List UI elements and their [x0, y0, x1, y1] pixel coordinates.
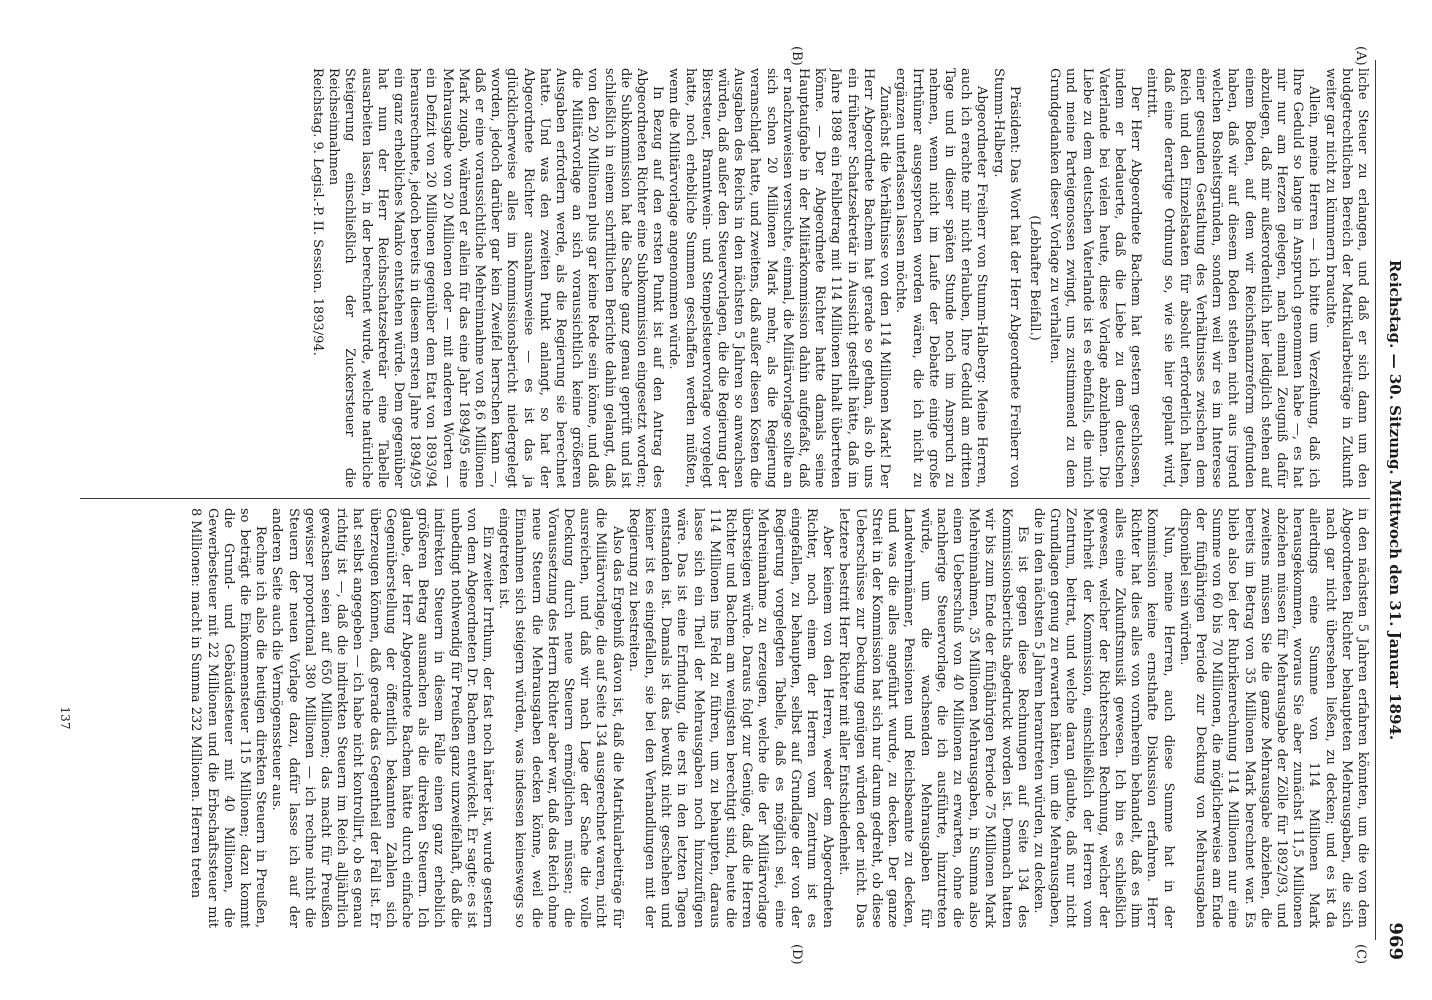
- margin-marker-b: (B): [789, 46, 804, 66]
- paragraph: Rechne ich also die heutigen direkten Steuern in Preußen, so beträgt die Einkommensteuer 115 Millionen; dazu kommt die Grund- und Gebäudesteuer mit 40 Millionen, die Gewerbesteuer mit 22 Millionen und die Erbschaftssteuer mit 8 Millionen: macht in Summa 232 Millionen. Herren treten: [188, 508, 269, 928]
- footer-page-mark: 137: [58, 706, 72, 730]
- right-column: [80, 508, 1370, 928]
- column-footer-note: Reichstag. 9. Legisl.-P. II. Session. 1893/94.: [310, 68, 325, 356]
- paragraph: In Bezug auf den ersten Punkt ist auf den Antrag des Abgeordneten Richter eine Subkommission eingesetzt worden; die Subkommission hat die Sache ganz genau geprüft und ist schließlich in einem schriftlichen Berichte dahin gelangt, daß von den 20 Millionen plus gar keine Rede sein könne, und daß die Militärvorlage an sich voraussichtlich keine größeren Ausgaben erfordern werde, als die Regierung sie berechnet hatte. Und was den zweiten Punkt anlangt, so hat der Abgeordnete Richter ausnahmsweise — es ist das ja glücklicherweise alles im Kommissionsbericht niedergelegt worden, jedoch darüber gar kein Zweifel herrschen kann —, daß er eine voraussichtliche Mehreinnahme von 8,6 Millionen Mark zugab, während er allein für das eine Jahr 1894/95 eine Mehrausgabe von 20 Millionen oder — mit anderen Worten — ein Defizit von 20 Millionen gegenüber dem Etat von 1893/94 herausrechnete, jedoch bereits in diesem ersten Jahre 1894/95 ein ganz erhebliches Manko entstehen würde. Dem gegenüber hat nun der Herr Reichsschatzsekretär eine Tabelle ausarbeiten lassen, in der berechnet wurde, welche natürliche Steigerung einschließlich der Zuckersteuer die Reichseinnahmen: [326, 68, 666, 488]
- header-rule: [1375, 60, 1376, 940]
- left-column: [80, 68, 1370, 488]
- paragraph: Es ist gegen diese Rechnungen auf Seite 134 des Kommissionsberichts abgedruckt worden ist. Demnach hatten wir bis zum Ende der fünfjährigen Periode 75 Millionen Mark Mehreinnahmen, 35 Millionen Mehrausgaben, in Summa also einen Ueberschuß von 40 Millionen zu erwarten, ohne die nachherige Steuervorlage, die ich ausführte, hinzutreten würde, um die wachsenden Mehrausgaben für Landwehrmänner, Pensionen und Reichsbeamte zu decken, und was die alles angeführt wurde, zu decken. Der ganze Streit in der Kommission hat sich nur darum gedreht, ob diese Ueberschüsse zur Deckung genügen würden oder nicht. Das letztere bestritt Herr Richter mit aller Entschiedenheit.: [836, 508, 1030, 928]
- paragraph: liche Steuer zu erlangen, und daß er sich dann um den budgetrechtlichen Bereich der Matrikularbeiträge in Zukunft weiter gar nicht zu kümmern brauchte.: [1322, 68, 1370, 488]
- paragraph: Zunächst die Verhältnisse von den 114 Millionen Mark! Der Herr Abgeordnete Bachem hat gerade so gethan, als ob uns ein früherer Schatzsekretär in Aussicht gestellt hätte, daß im Jahre 1898 ein Fehlbetrag mit 114 Millionen Inhalt übertreten könne. — Der Abgeordnete Richter hatte damals seine Hauptaufgabe in der Militärkommission dahin aufgefaßt, daß er nachzuweisen versuchte, einmal, die Militärvorlage sollte an sich schon 20 Millionen Mark mehr, als die Regierung veranschlagt hatte, und zweitens, daß außer diesen Kosten die Ausgaben des Reichs in den nächsten 5 Jahren so anwachsen würden, daß außer den Steuervorlagen, die die Regierung der Biersteuer, Branntwein- und Stempelsteuervorlage vorgelegt hatte, noch erhebliche Summen geschaffen werden müßten, wenn die Militärvorlage angenommen würde.: [666, 68, 893, 488]
- paragraph: Der Herr Abgeordnete Bachem hat gestern geschlossen, indem er bedauerte, daß die Liebe zu dem deutschen Vaterlande bei vielen heute, diese Vorlage abzulehnen. Die Liebe zu dem deutschen Vaterlande ist es ebenfalls, die mich und meine Parteigenossen zwingt, uns zustimmend zu dem Grundgedanken dieser Vorlage zu verhalten.: [1047, 68, 1144, 488]
- margin-marker-d: (D): [789, 944, 804, 965]
- paragraph: Präsident: Das Wort hat der Herr Abgeordnete Freiherr von Stumm-Halberg.: [990, 68, 1022, 488]
- applause-note: (Lebhafter Beifall.): [1026, 215, 1042, 341]
- column-divider: [80, 498, 1370, 499]
- paragraph: Aber keinem von den Herren, weder dem Abgeordneten Richter, noch einem der Herren vom Zentrum ist es eingefallen, zu behaupten, selbst auf Grundlage der von der Regierung vorgelegten Tabelle, daß es möglich sei, eine Mehreinnahme zu erzeugen, welche die der Militärvorlage übersteigen würde. Daraus folgt zur Genüge, daß die Herren Richter und Bachem am wenigsten berechtigt sind, heute die 114 Millionen ins Feld zu führen, um zu behaupten, daraus lasse sich ein Theil der Mehrausgaben noch hinzuzufügen wäre. Das ist eine Erfindung, die erst in den letzten Tagen entstanden ist. Damals ist das bewußt nicht geschehen und keiner ist es eingefallen, sie bei den Verhandlungen mit der Regierung zu bestreiten.: [625, 508, 836, 928]
- paragraph: Nun, meine Herren, auch diese Summe hat in der Kommission keine ernsthafte Diskussion erfahren. Herr Richter hat dies alles von vornherein behandelt, daß es ihm alles eine Zukunftsmusik gewesen. Ich bin es schließlich gewesen, welcher der Richterschen Rechnung, welcher der Mehrheit der Kommission, einschließlich der Herren vom Zentrum, beitrat, und welche daran glaubte, daß nur nicht Grundlagen genug zu erwarten hätten, um die Mehrausgaben, die in den nächsten 5 Jahren herantreten würden, zu decken.: [1030, 508, 1176, 928]
- paragraph: in den nächsten 5 Jahren erfahren könnten, um die von dem Abgeordneten Richter behaupteten Mehrausgaben, die sich nach gar nicht übersehen ließen, zu decken; und es ist da allerdings eine Summe von 114 Millionen Mark herausgekommen, woraus Sie aber zunächst 11,5 Millionen abziehen müssen für Mehrausgabe der Zölle für 1892/93, und zweitens müssen Sie die ganze Mehrausgabe abziehen, die bereits im Betrag von 35 Millionen Mark berechnet war. Es blieb also bei der Rubrikenrechnung 114 Millionen nur eine Summe von 60 bis 70 Millionen, die möglicherweise am Ende der fünfjährigen Periode zur Deckung von Mehrausgaben disponibel sein würden.: [1176, 508, 1370, 928]
- margin-marker-a: (A): [1353, 46, 1368, 66]
- paragraph: Also das Ergebniß davon ist, daß die Matrikularbeiträge für die Militärvorlage, die auf Seite 134 ausgerechnet waren, nicht ausreichen, und daß wir nach Lage der Sache die volle Deckung durch neue Steuern ermöglichen müssen; die Voraussetzung des Herrn Richter aber war, daß das Reich ohne neue Steuern die Mehrausgaben decken könne, weil die Einnahmen sich steigern würden, was indessen keineswegs so eingetreten ist.: [496, 508, 625, 928]
- page-number: 969: [1385, 922, 1406, 960]
- margin-marker-c: (C): [1353, 944, 1368, 965]
- paragraph: Ein zweiter Irrthum, der fast noch härter ist, wurde gestern von dem Abgeordneten Dr. Bachem entwickelt. Er sagte: es ist unbedingt nothwendig für Preußen ganz unzweifelhaft, daß die indirekten Steuern in diesem Falle einen ganz erheblich größeren Betrag ausmachen als die direkten Steuern. Ich glaube, der Herr Abgeordnete Bachem hätte durch einfache Gegenüberstellung der öffentlich bekannten Zahlen sich überzeugen können, daß gerade das Gegentheil der Fall ist. Er hat selbst angegeben — ich habe nicht kontrollirt, ob es genau richtig ist —, daß die indirekten Steuern im Reich alljährlich gewachsen seien auf 650 Millionen; das macht für Preußen gewisser proportional 380 Millionen — ich rechne nicht die Steuern der neuen Vorlage dazu, dafür lasse ich auf der anderen Seite auch die Vermögenssteuer aus.: [269, 508, 496, 928]
- page-header: [1378, 40, 1410, 960]
- paragraph: Abgeordneter Freiherr von Stumm-Halberg: Meine Herren, auch ich erachte mir nicht erlauben, Ihre Geduld am dritten Tage und in dieser späten Stunde noch im Anspruch zu nehmen, wenn nicht im Laufe der Debatte einige große Irrthümer ausgesprochen worden wären, die ich nicht zu ergänzen unterlassen lassen möchte.: [893, 68, 990, 488]
- page-header-title: Reichstag. — 30. Sitzung. Mittwoch den 31. Januar 1894.: [1386, 259, 1404, 741]
- paragraph: Allein, meine Herren — ich bitte um Verzeihung, daß ich Ihre Geduld so lange in Anspruch genommen habe —, es hat mir nur am Herzen gelegen, nach einmal Zeugniß dafür abzulegen, daß mir außerordentlich hier lediglich stehen auf einem Boden, auf dem wir Reichsfinanzreform gefunden haben, daß wir auf diesem Boden stehen nicht aus irgend welchen Bosheitsgründen, sondern weil wir es im Interesse einer gesunden Gestaltung des Verhältnisses zwischen dem Reich und den Einzelstaaten für absolut erforderlich halten, daß eine derartige Ordnung so, wie sie hier geplant wird, eintritt.: [1144, 68, 1322, 488]
